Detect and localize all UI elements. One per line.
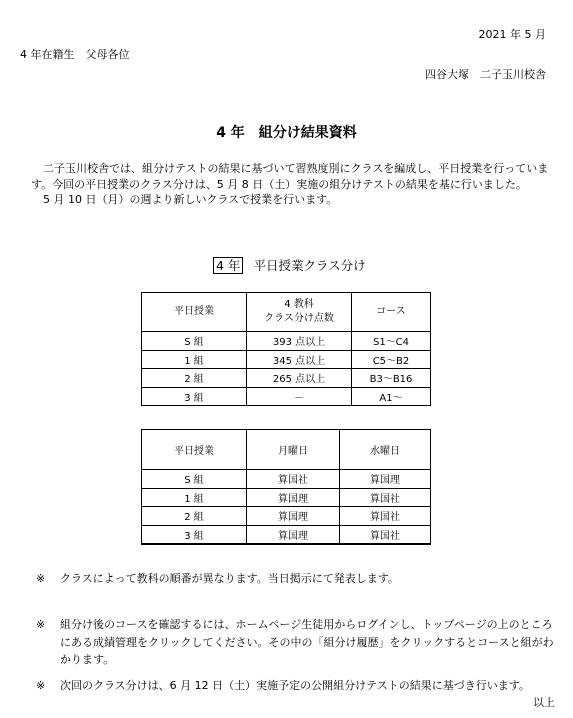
note-text: クラスによって教科の順番が異なります。当日掲示にて発表します。 [60, 572, 399, 585]
document-date: 2021 年 5 月 [478, 28, 546, 41]
table-row [142, 525, 431, 544]
table-row [142, 387, 431, 406]
table-header-row [142, 430, 431, 470]
table-row [142, 488, 431, 507]
table-cell: 2 組 [142, 507, 247, 526]
table-cell: 1 組 [142, 350, 247, 369]
note-text: 組分け後のコースを確認するには、ホームページ生徒用からログインし、トップページの上のところにある成績管理をクリックしてください。その中の「組分け履歴」をクリックするとコースと組がわかります。 [60, 618, 554, 666]
table-cell: 1 組 [142, 488, 247, 507]
table-cell: 265 点以上 [247, 369, 352, 388]
note-item [36, 570, 399, 588]
table-cell: 3 組 [142, 387, 247, 406]
table-header-cell: 水曜日 [340, 430, 431, 470]
table-header-cell: 平日授業 [142, 293, 247, 332]
class-score-table [141, 292, 431, 406]
table-cell: 算国理 [247, 525, 340, 544]
table-cell: A1～ [352, 387, 431, 406]
intro-paragraph-2: 5 月 10 日（月）の週より新しいクラスで授業を行います。 [43, 193, 338, 206]
table-row [142, 332, 431, 351]
table-header-row [142, 293, 431, 332]
table-cell: 算国理 [340, 470, 431, 489]
table-cell: 算国理 [247, 488, 340, 507]
weekday-subject-table [141, 429, 431, 545]
intro-text [31, 161, 556, 208]
table-cell: 算国理 [247, 507, 340, 526]
table-cell: 算国社 [340, 525, 431, 544]
table-cell: 2 組 [142, 369, 247, 388]
table-cell: 393 点以上 [247, 332, 352, 351]
table-cell: S 組 [142, 470, 247, 489]
table-cell: C5～B2 [352, 350, 431, 369]
table-cell: 3 組 [142, 525, 247, 544]
table-row [142, 507, 431, 526]
grade-label: 4 年 [213, 257, 243, 274]
table-cell: B3～B16 [352, 369, 431, 388]
document-title: 4 年 組分け結果資料 [216, 125, 357, 141]
note-mark: ※ [36, 618, 46, 631]
intro-paragraph-1: 二子玉川校舎では、組分けテストの結果に基づいて習熟度別にクラスを編成し、平日授業を行っています。今回の平日授業のクラス分けは、5 月 8 日（土）実施の組分けテストの結果を基に行いました。 [31, 162, 549, 191]
table-cell: S1～C4 [352, 332, 431, 351]
table-row [142, 350, 431, 369]
addressee: 4 年在籍生 父母各位 [20, 48, 130, 61]
table-header-cell: コース [352, 293, 431, 332]
closing-remark: 以上 [533, 696, 555, 709]
note-item [36, 677, 530, 695]
table-cell: S 組 [142, 332, 247, 351]
note-item [36, 616, 556, 669]
note-mark: ※ [36, 572, 46, 585]
table-header-cell: 月曜日 [247, 430, 340, 470]
section-heading [213, 256, 366, 274]
table-cell: 345 点以上 [247, 350, 352, 369]
note-text: 次回のクラス分けは、6 月 12 日（土）実施予定の公開組分けテストの結果に基づき行います。 [60, 679, 530, 692]
table-header-cell: 平日授業 [142, 430, 247, 470]
table-cell: 算国社 [247, 470, 340, 489]
table-cell: － [247, 387, 352, 406]
sender: 四谷大塚 二子玉川校舎 [425, 68, 546, 81]
table-cell: 算国社 [340, 507, 431, 526]
note-mark: ※ [36, 679, 46, 692]
table-row [142, 369, 431, 388]
table-header-cell: 4 教科 クラス分け点数 [247, 293, 352, 332]
table-row [142, 470, 431, 489]
section-heading-text: 平日授業クラス分け [253, 258, 366, 273]
table-cell: 算国社 [340, 488, 431, 507]
